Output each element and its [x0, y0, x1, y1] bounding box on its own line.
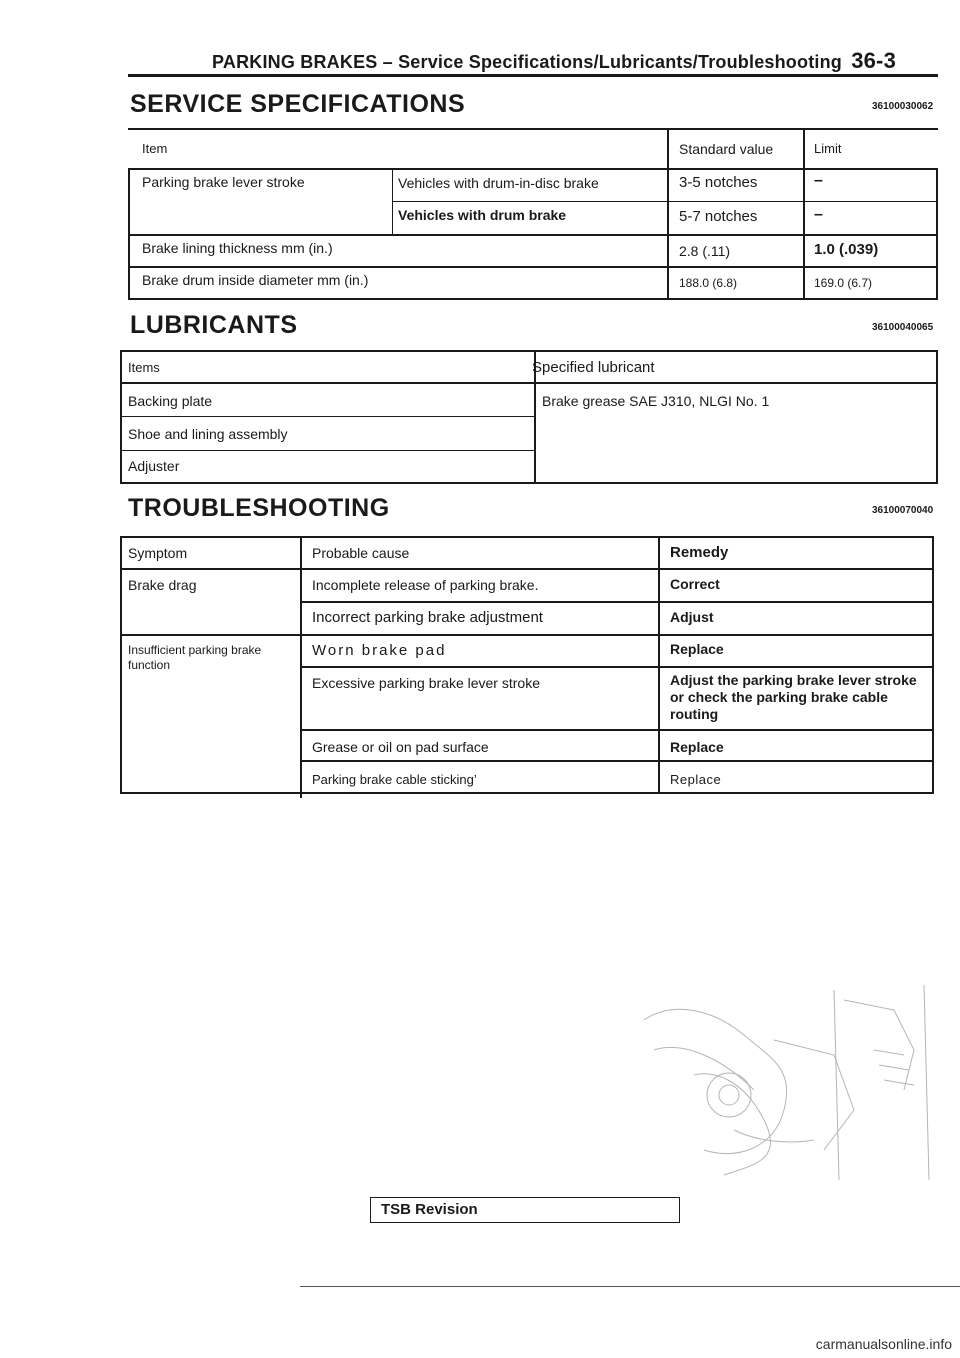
- table-rule: [128, 234, 938, 236]
- drum-item: Brake drum inside diameter mm (in.): [142, 272, 369, 288]
- table-rule: [120, 634, 934, 636]
- page-number: 36-3: [851, 48, 897, 73]
- troubleshooting-code: 36100070040: [872, 505, 934, 516]
- remedy-adjust: Adjust: [670, 609, 714, 625]
- table-rule: [300, 729, 934, 731]
- lubricant-item: Adjuster: [128, 458, 180, 474]
- remedy-adjust-stroke: Adjust the parking brake lever stroke or check the parking brake cable routing: [670, 672, 917, 722]
- table-rule: [128, 298, 938, 300]
- service-specifications-table: [128, 128, 938, 300]
- table-rule: [128, 266, 938, 268]
- lining-standard: 2.8 (.11): [679, 243, 731, 259]
- cause-worn-pad: Worn brake pad: [312, 642, 447, 659]
- drum-in-disc-condition: Vehicles with drum-in-disc brake: [398, 175, 599, 191]
- table-rule: [932, 536, 934, 794]
- tsb-revision-label: TSB Revision: [381, 1201, 478, 1218]
- table-rule: [667, 128, 669, 300]
- col-item: Item: [142, 141, 168, 156]
- table-rule: [128, 168, 130, 300]
- table-rule: [300, 760, 934, 762]
- service-specifications-heading: SERVICE SPECIFICATIONS: [130, 90, 466, 118]
- lubricant-item: Shoe and lining assembly: [128, 426, 288, 442]
- table-rule: [128, 128, 938, 130]
- remedy-replace: Replace: [670, 739, 724, 755]
- table-rule: [936, 350, 938, 484]
- col-standard-value: Standard value: [679, 141, 774, 157]
- drum-brake-limit: –: [814, 206, 823, 223]
- page-header: [212, 48, 896, 74]
- header-rule: [128, 74, 938, 77]
- lubricants-table: [120, 350, 938, 484]
- troubleshooting-heading: TROUBLESHOOTING: [128, 494, 390, 522]
- lubricants-code: 36100040065: [872, 322, 934, 333]
- remedy-replace: Replace: [670, 772, 722, 787]
- drum-in-disc-standard: 3-5 notches: [679, 174, 758, 191]
- bottom-rule: [300, 1286, 960, 1287]
- drum-brake-standard: 5-7 notches: [679, 208, 758, 225]
- table-rule: [128, 168, 938, 170]
- lever-stroke-item: Parking brake lever stroke: [142, 174, 305, 190]
- col-remedy: Remedy: [670, 544, 729, 561]
- remedy-correct: Correct: [670, 576, 720, 592]
- table-rule: [120, 416, 534, 417]
- table-rule: [120, 568, 934, 570]
- table-rule: [120, 482, 938, 484]
- table-rule: [936, 168, 938, 300]
- col-probable-cause: Probable cause: [312, 545, 410, 561]
- table-rule: [120, 350, 938, 352]
- col-symptom: Symptom: [128, 545, 188, 561]
- symptom-brake-drag: Brake drag: [128, 577, 197, 593]
- table-rule: [300, 666, 934, 668]
- cause-cable-sticking: Parking brake cable sticking’: [312, 772, 477, 787]
- col-specified-lubricant: Specified lubricant: [532, 359, 655, 376]
- header-title: PARKING BRAKES – Service Specifications/Lubricants/Troubleshooting: [212, 52, 842, 72]
- table-rule: [120, 350, 122, 484]
- drum-brake-condition: Vehicles with drum brake: [398, 207, 567, 223]
- cause-incomplete-release: Incomplete release of parking brake.: [312, 577, 539, 593]
- col-items: Items: [128, 360, 160, 375]
- remedy-replace: Replace: [670, 641, 724, 657]
- tsb-revision-box: [370, 1197, 680, 1223]
- lining-item: Brake lining thickness mm (in.): [142, 240, 333, 256]
- table-rule: [658, 536, 660, 794]
- table-rule: [803, 128, 805, 300]
- cause-incorrect-adjustment: Incorrect parking brake adjustment: [312, 609, 543, 626]
- watermark: carmanualsonline.info: [815, 1336, 952, 1352]
- service-specifications-code: 36100030062: [872, 101, 934, 112]
- symptom-insufficient-function: Insufficient parking brake function: [128, 643, 262, 672]
- table-rule: [120, 536, 122, 794]
- lubricants-heading: LUBRICANTS: [130, 311, 298, 339]
- table-rule: [120, 382, 938, 384]
- drum-standard: 188.0 (6.8): [679, 276, 738, 290]
- table-rule: [300, 536, 302, 798]
- lining-limit: 1.0 (.039): [814, 241, 879, 258]
- table-rule: [120, 792, 934, 794]
- table-rule: [300, 601, 934, 603]
- cause-grease-oil: Grease or oil on pad surface: [312, 739, 489, 755]
- col-limit: Limit: [814, 141, 842, 156]
- table-rule: [120, 450, 534, 451]
- lubricant-spec: Brake grease SAE J310, NLGI No. 1: [542, 393, 770, 409]
- troubleshooting-table: [120, 536, 934, 798]
- cause-excessive-stroke: Excessive parking brake lever stroke: [312, 675, 540, 691]
- lubricant-item: Backing plate: [128, 393, 213, 409]
- drum-in-disc-limit: –: [814, 172, 823, 189]
- drum-limit: 169.0 (6.7): [814, 276, 873, 290]
- table-rule: [392, 168, 393, 234]
- table-rule: [392, 201, 938, 202]
- faded-illustration: [634, 980, 934, 1185]
- table-rule: [120, 536, 934, 538]
